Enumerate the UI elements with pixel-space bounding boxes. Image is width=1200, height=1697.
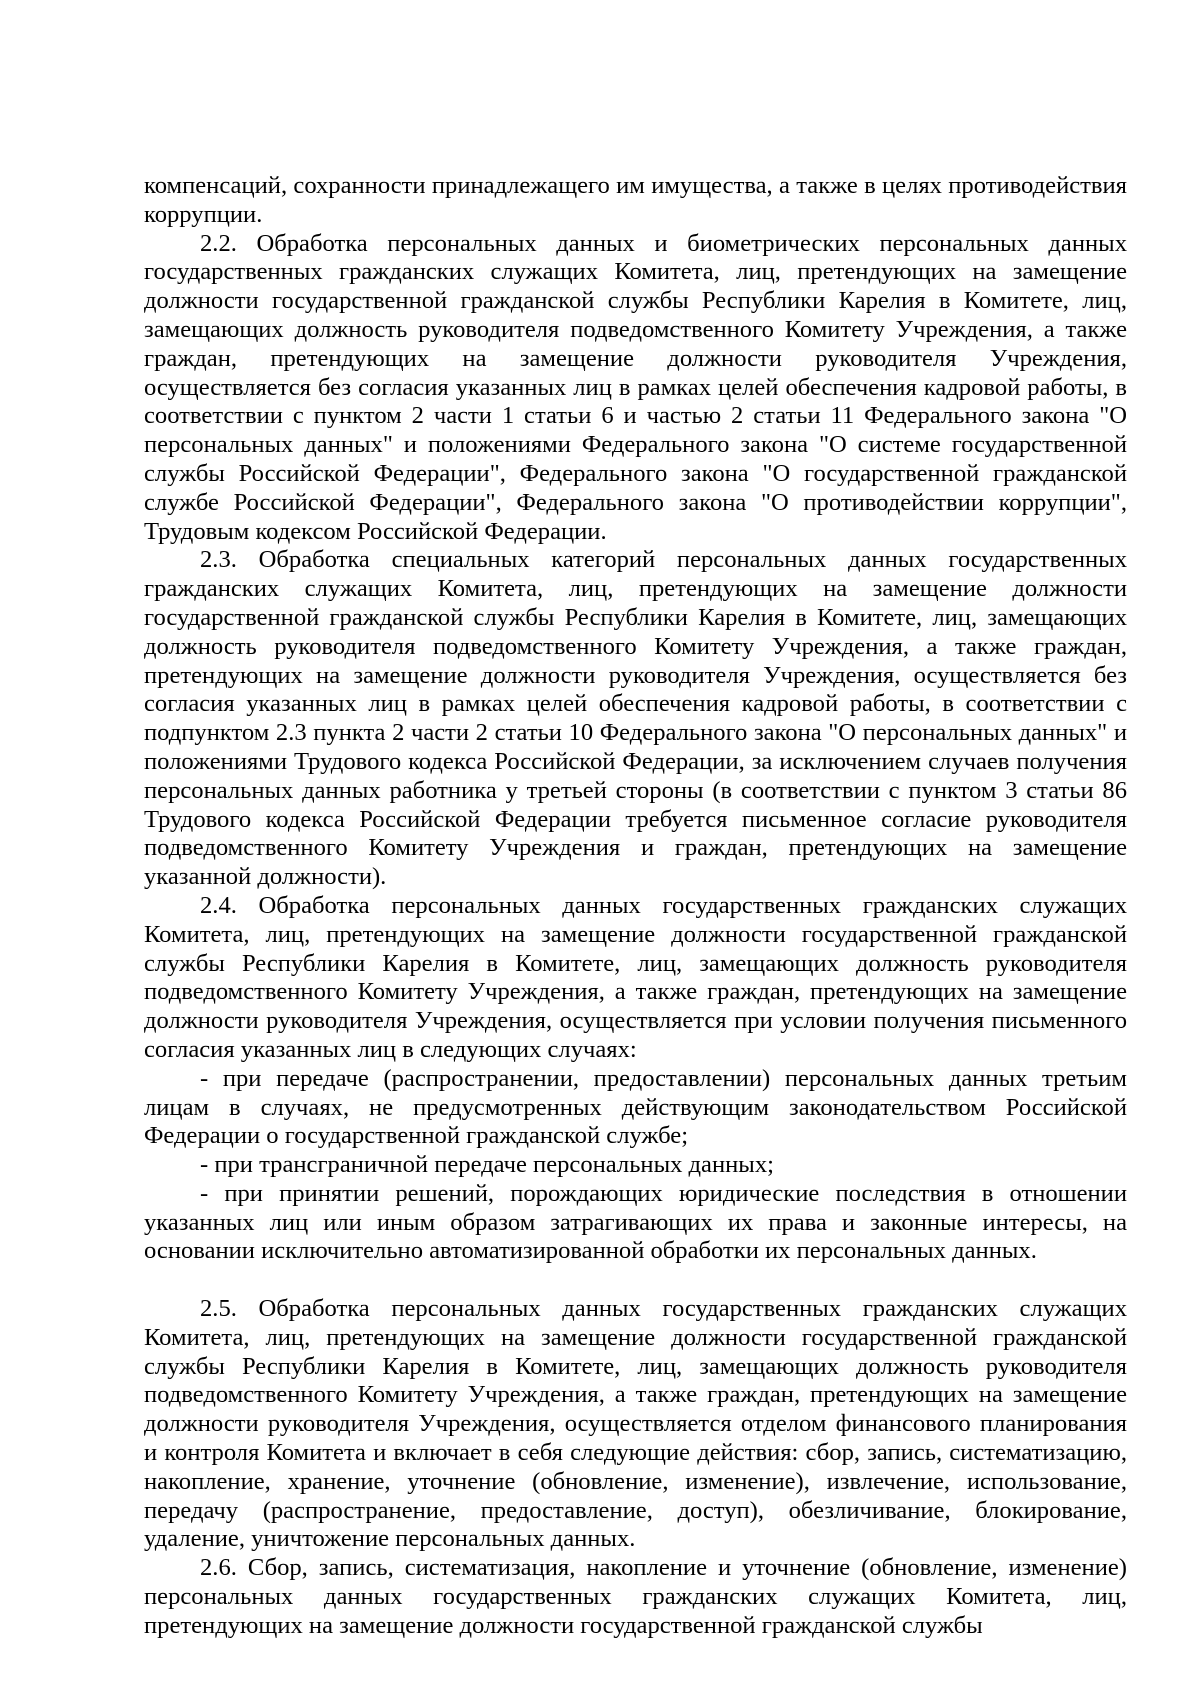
blank-line — [144, 1266, 1127, 1295]
paragraph-2-3: 2.3. Обработка специальных категорий персональных данных государственных гражданских служащих Комитета, лиц, претендующих на замещение должности государственной гражданской службы Республики Карелия в Комитете, лиц, замещающих должность руководителя подведомственного Комитету Учреждения, а также граждан, претендующих на замещение должности руководителя Учреждения, осуществляется без согласия указанных лиц в рамках целей обеспечения кадровой работы, в соответствии с подпунктом 2.3 пункта 2 части 2 статьи 10 Федерального закона "О персональных данных" и положениями Трудового кодекса Российской Федерации, за исключением случаев получения персональных данных работника у третьей стороны (в соответствии с пунктом 3 статьи 86 Трудового кодекса Российской Федерации требуется письменное согласие руководителя подведомственного Комитету Учреждения и граждан, претендующих на замещение указанной должности). — [144, 546, 1127, 891]
paragraph-2-5: 2.5. Обработка персональных данных государственных гражданских служащих Комитета, лиц, претендующих на замещение должности государственной гражданской службы Республики Карелия в Комитете, лиц, замещающих должность руководителя подведомственного Комитету Учреждения, а также граждан, претендующих на замещение должности руководителя Учреждения, осуществляется отделом финансового планирования и контроля Комитета и включает в себя следующие действия: сбор, запись, систематизацию, накопление, хранение, уточнение (обновление, изменение), извлечение, использование, передачу (распространение, предоставление, доступ), обезличивание, блокирование, удаление, уничтожение персональных данных. — [144, 1295, 1127, 1553]
paragraph-2-2: 2.2. Обработка персональных данных и биометрических персональных данных государственных гражданских служащих Комитета, лиц, претендующих на замещение должности государственной гражданской службы Республики Карелия в Комитете, лиц, замещающих должность руководителя подведомственного Комитету Учреждения, а также граждан, претендующих на замещение должности руководителя Учреждения, осуществляется без согласия указанных лиц в рамках целей обеспечения кадровой работы, в соответствии с пунктом 2 части 1 статьи 6 и частью 2 статьи 11 Федерального закона "О персональных данных" и положениями Федерального закона "О системе государственной службы Российской Федерации", Федерального закона "О государственной гражданской службе Российской Федерации", Федерального закона "О противодействии коррупции", Трудовым кодексом Российской Федерации. — [144, 229, 1127, 545]
list-item: - при принятии решений, порождающих юридические последствия в отношении указанных лиц или иным образом затрагивающих их права и законные интересы, на основании исключительно автоматизированной обработки их персональных данных. — [144, 1179, 1127, 1265]
paragraph-continuation: компенсаций, сохранности принадлежащего им имущества, а также в целях противодействия коррупции. — [144, 172, 1127, 228]
document-page — [144, 172, 1127, 1641]
list-item: - при передаче (распространении, предоставлении) персональных данных третьим лицам в случаях, не предусмотренных действующим законодательством Российской Федерации о государственной гражданской службе; — [144, 1064, 1127, 1150]
list-item: - при трансграничной передаче персональных данных; — [200, 1151, 774, 1179]
paragraph-2-4: 2.4. Обработка персональных данных государственных гражданских служащих Комитета, лиц, претендующих на замещение должности государственной гражданской службы Республики Карелия в Комитете, лиц, замещающих должность руководителя подведомственного Комитету Учреждения, а также граждан, претендующих на замещение должности руководителя Учреждения, осуществляется при условии получения письменного согласия указанных лиц в следующих случаях: — [144, 891, 1127, 1063]
paragraph-2-6: 2.6. Сбор, запись, систематизация, накопление и уточнение (обновление, изменение) персональных данных государственных гражданских служащих Комитета, лиц, претендующих на замещение должности государственной гражданской службы — [144, 1554, 1127, 1639]
